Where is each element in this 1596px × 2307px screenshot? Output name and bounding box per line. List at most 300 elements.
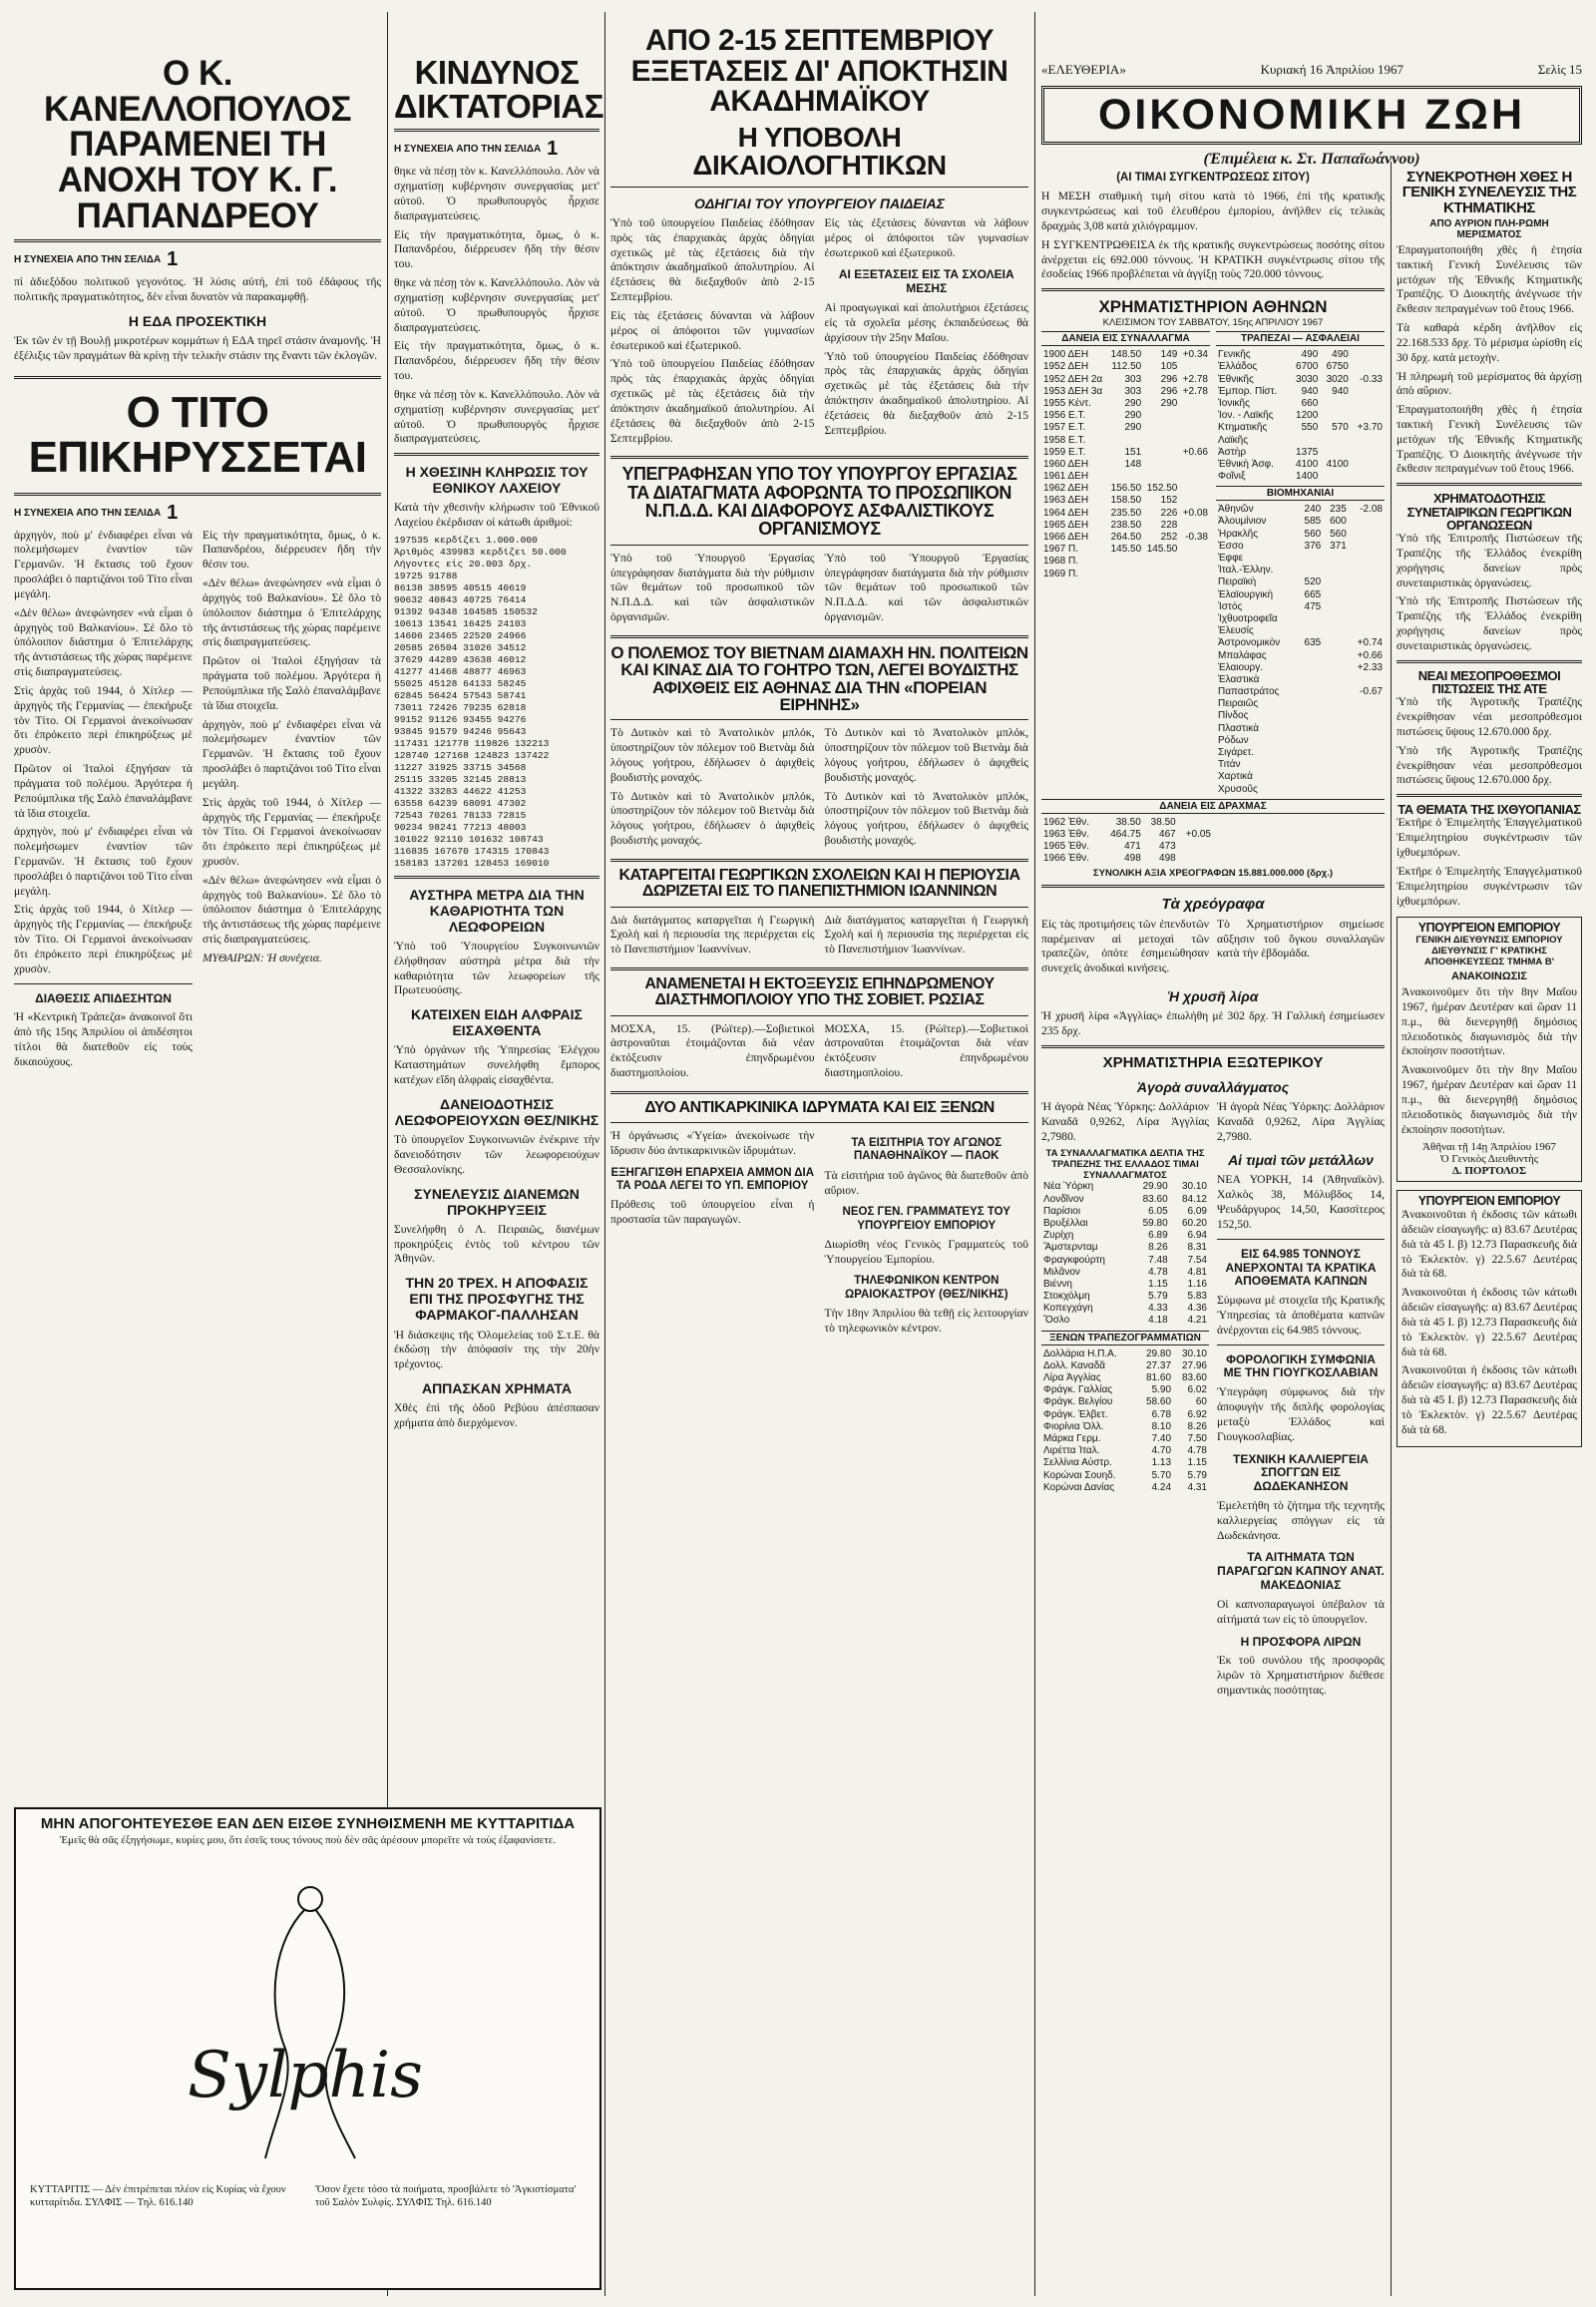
row-value bbox=[1349, 516, 1385, 528]
row-value: 498 bbox=[1124, 853, 1141, 865]
row-label: Ἐθνικὴ Ἀσφ. bbox=[1218, 458, 1274, 470]
row-value bbox=[1179, 520, 1210, 532]
row-value bbox=[1298, 735, 1324, 747]
row-value bbox=[1349, 674, 1385, 686]
table-row bbox=[1041, 508, 1210, 520]
row-value: 5.79 bbox=[1187, 1469, 1207, 1481]
row-value bbox=[1143, 422, 1179, 434]
newspaper-page bbox=[14, 12, 1582, 2296]
headline-vietnam: Ο ΠΟΛΕΜΟΣ ΤΟΥ ΒΙΕΤΝΑΜ ΔΙΑΜΑΧΗ ΗΝ. ΠΟΛΙΤΕΙΩΝ ΚΑΙ ΚΙΝΑΣ ΔΙΑ ΤΟ ΓΟΗΤΡΟ ΤΩΝ, ΛΕΓΕΙ ΒΟΥΔΙΣΤΗΣ ΑΦΙΧΘΕΙΣ ΕΙΣ ΑΘΗΝΑΣ ΔΙΑ ΤΗΝ «ΠΟΡΕΙΑΝ ΕΙΡΗΝΗΣ» bbox=[610, 642, 1028, 714]
row-value: 145.50 bbox=[1146, 544, 1178, 556]
row-label: Μπαλάφας bbox=[1218, 649, 1267, 661]
article-paragraph: Ἡ χρυσῆ λίρα «Ἀγγλίας» ἐπωλήθη μὲ 302 δρχ. Ἡ Γαλλικὴ ἐσημείωσεν 235 δρχ. bbox=[1041, 1009, 1385, 1037]
row-value: 303 bbox=[1124, 385, 1142, 397]
row-value bbox=[1179, 422, 1210, 434]
row-value bbox=[1298, 613, 1324, 625]
row-value: 473 bbox=[1159, 841, 1176, 853]
row-value bbox=[1349, 577, 1385, 588]
row-value: 290 bbox=[1160, 397, 1178, 409]
column-rule bbox=[1391, 162, 1392, 2296]
table-row bbox=[1041, 1242, 1209, 1254]
row-label: Βιέννη bbox=[1043, 1278, 1072, 1290]
article-paragraph: Ἡ πληρωμὴ τοῦ μερίσματος θὰ ἀρχίσῃ ἀπὸ αὔριον. bbox=[1396, 369, 1582, 398]
table-row bbox=[1216, 771, 1385, 783]
row-value: 38.50 bbox=[1115, 816, 1141, 828]
row-value: 290 bbox=[1124, 422, 1142, 434]
row-value bbox=[1143, 435, 1179, 447]
row-label: Ἐμπορ. Πίστ. bbox=[1218, 385, 1278, 397]
table-row bbox=[1041, 1470, 1209, 1482]
article-paragraph: Ἐπραγματοποιήθη χθὲς ἡ ἐτησία τακτικὴ Γενικὴ Συνέλευσις τῶν μετόχων τῆς Ἐθνικῆς Κτηματικῆς Τραπέζης. Ὁ Διοικητὴς ἀνέγνωσε τὴν ἔκθεσιν πεπραγμένων τοῦ ἔτους 1966. bbox=[1396, 403, 1582, 476]
article-paragraph: θηκε νὰ πέσῃ τὸν κ. Κανελλόπουλο. Λὸν νὰ σχηματίσῃ κυβέρνησιν συνεργασίας μετ' αὐτοῦ. Ὁ πρωθυπουργὸς ἦρχισε διαπραγματεύσεις. bbox=[394, 387, 599, 446]
row-value: 83.60 bbox=[1181, 1372, 1207, 1384]
row-value bbox=[1349, 601, 1385, 613]
row-value: 235.50 bbox=[1110, 507, 1142, 519]
table-row bbox=[1041, 1218, 1209, 1230]
lottery-line: 116835 167670 174315 170843 bbox=[394, 845, 550, 857]
article-paragraph: Χθὲς ἐπὶ τῆς ὁδοῦ Ρεβύου ἀπέσπασαν χρήματα ἀπὸ διερχόμενον. bbox=[394, 1401, 599, 1429]
row-value: 6700 bbox=[1296, 361, 1319, 373]
row-value: 4100 bbox=[1296, 458, 1319, 470]
row-value: 29.80 bbox=[1146, 1347, 1172, 1359]
row-value: 467 bbox=[1159, 828, 1176, 840]
row-value bbox=[1320, 398, 1351, 410]
row-label: Λαϊκῆς bbox=[1218, 434, 1249, 446]
row-value: 148 bbox=[1124, 458, 1142, 470]
row-label: Ρόδων bbox=[1218, 734, 1249, 746]
table-row bbox=[1041, 1315, 1209, 1327]
row-value bbox=[1179, 398, 1210, 410]
row-label: Σιγάρετ. bbox=[1218, 747, 1255, 758]
table-row bbox=[1041, 398, 1210, 410]
row-value: 4.70 bbox=[1151, 1445, 1172, 1457]
row-value bbox=[1143, 569, 1179, 580]
subheading: ΤΗΛΕΦΩΝΙΚΟΝ ΚΕΝΤΡΟΝ ΩΡΑΙΟΚΑΣΤΡΟΥ (ΘΕΣ/ΝΙΚΗΣ) bbox=[844, 1275, 1008, 1301]
row-value: 376 bbox=[1304, 540, 1322, 552]
row-value bbox=[1351, 361, 1385, 373]
row-value: -0.33 bbox=[1360, 373, 1383, 385]
row-value: 8.10 bbox=[1151, 1420, 1172, 1432]
row-value: 4.78 bbox=[1187, 1445, 1207, 1457]
row-value: +0.08 bbox=[1182, 507, 1208, 519]
headline-soviet-space: ΑΝΑΜΕΝΕΤΑΙ Η ΕΚΤΟΞΕΥΣΙΣ ΕΠΗΝΔΡΩΜΕΝΟΥ ΔΙΑΣΤΗΜΟΠΛΟΙΟΥ ΥΠΟ ΤΗΣ ΣΟΒΙΕΤ. ΡΩΣΙΑΣ bbox=[644, 975, 995, 1009]
row-value bbox=[1107, 435, 1143, 447]
article-paragraph: Ἐκτῆρε ὁ Ἐπιμελητὴς Ἐπαγγελματικοῦ Ἐπιμελητηρίου συγκέντρωσιν τῶν ἰχθυεμπόρων. bbox=[1396, 864, 1582, 908]
row-value bbox=[1298, 674, 1324, 686]
row-value: 158.50 bbox=[1110, 495, 1142, 507]
row-label: 1962 Ἐθν. bbox=[1043, 816, 1090, 828]
row-label: Ἰστός bbox=[1218, 600, 1243, 612]
row-value bbox=[1298, 565, 1324, 577]
article-paragraph: Ἐκ τῶν ἐν τῇ Βουλῇ μικροτέρων κομμάτων ἡ ΕΔΑ τηρεῖ στάσιν ἀναμονῆς. Ἡ ἐξέλιξις τῶν πραγμάτων θὰ κρίνῃ τὴν τελικὴν στάσιν της ἔναντι τῶν ἐκλογῶν. bbox=[14, 334, 381, 363]
row-value: +0.34 bbox=[1182, 349, 1208, 361]
row-value bbox=[1320, 410, 1351, 422]
table-row bbox=[1216, 577, 1385, 588]
article-paragraph: Πρῶτον οἱ Ἰταλοὶ ἐξηγήσαν τὰ πράγματα τοῦ πολέμου. Ἀργότερα ἡ Ρεπούμπλικα τῆς Σαλὸ ἐπαναλάμβανε τὰ ἴδια στοιχεῖα. bbox=[14, 762, 193, 820]
notice-text: Ἡ «Κεντρικὴ Τράπεζα» ἀνακοινοῖ ὅτι ἀπὸ τῆς 15ης Ἀπριλίου οἱ ἀπιδέσητοι τίτλοι θὰ διατεθοῦν εἰς τοὺς δικαιούχους. bbox=[14, 1010, 193, 1068]
row-value bbox=[1298, 662, 1324, 674]
row-value bbox=[1143, 556, 1179, 568]
table-row bbox=[1041, 1372, 1209, 1384]
article-paragraph: Στὶς ἀρχὰς τοῦ 1944, ὁ Χίτλερ — ἀρχηγὸς τῆς Γερμανίας — ἐπεκήρυξε τὸν Τίτο. Οἱ Γερμανοὶ ἀνεκοίνωσαν ὅτι ἐπρόκειτο περὶ ἐπικηρύξεως μὲ χρυσὸν. bbox=[14, 683, 193, 757]
article-paragraph: Εἰς τὴν πραγματικότητα, ὅμως, ὁ κ. Παπανδρέου, διέρρευσεν ἤδη τὴν θέσιν του. bbox=[394, 339, 599, 383]
page-number: Σελὶς 15 bbox=[1537, 62, 1582, 77]
notice-date: Ἀθῆναι τῇ 14ῃ Ἀπριλίου 1967 bbox=[1422, 1141, 1556, 1154]
row-label: Φράγκ. Βελγίου bbox=[1043, 1396, 1113, 1408]
row-value: 6.94 bbox=[1187, 1230, 1207, 1242]
subheading: Ἡ χρυσῆ λίρα bbox=[1167, 988, 1259, 1005]
row-value: -0.67 bbox=[1360, 686, 1383, 698]
lottery-line: 158183 137201 128453 169010 bbox=[394, 857, 550, 869]
row-value: 585 bbox=[1304, 516, 1322, 528]
row-value: 58.60 bbox=[1146, 1396, 1172, 1408]
subheading: ΚΑΤΕΙΧΕΝ ΕΙΔΗ ΑΛΦΡΑΙΣ ΕΙΣΑΧΘΕΝΤΑ bbox=[411, 1006, 583, 1039]
row-label: 1958 Ε.Τ. bbox=[1043, 434, 1086, 446]
row-value: 4.78 bbox=[1148, 1266, 1168, 1278]
notice-subtitle: ΓΕΝΙΚΗ ΔΙΕΥΘΥΝΣΙΣ ΕΜΠΟΡΙΟΥ ΔΙΕΥΘΥΝΣΙΣ Γ' ΚΡΑΤΙΚΗΣ ΑΠΟΘΗΚΕΥΣΕΩΣ ΤΜΗΜΑ Β' bbox=[1415, 935, 1563, 968]
row-value: 498 bbox=[1159, 853, 1176, 865]
exchange-title: ΧΡΗΜΑΤΙΣΤΗΡΙΟΝ ΑΘΗΝΩΝ bbox=[1098, 297, 1328, 317]
subheading: Τὰ χρεόγραφα bbox=[1161, 895, 1265, 913]
row-value: 475 bbox=[1304, 600, 1322, 612]
table-row bbox=[1041, 1303, 1209, 1315]
row-value bbox=[1323, 784, 1349, 796]
row-value bbox=[1351, 410, 1385, 422]
subheading: ΤΕΧΝΙΚΗ ΚΑΛΛΙΕΡΓΕΙΑ ΣΠΟΓΓΩΝ ΕΙΣ ΔΩΔΕΚΑΝΗΣΟΝ bbox=[1233, 1451, 1369, 1494]
table-row bbox=[1216, 735, 1385, 747]
row-value: 8.26 bbox=[1187, 1420, 1207, 1432]
article-paragraph: Ὑπὸ τῆς Ἀγροτικῆς Τραπέζης ἐνεκρίθησαν νέαι μεσοπρόθεσμοι πιστώσεις ὕψους 12.670.000 δρχ. bbox=[1396, 743, 1582, 787]
article-paragraph: Σύμφωνα μὲ στοιχεῖα τῆς Κρατικῆς Ὑπηρεσίας τὰ ἀποθέματα καπνῶν ἀνέρχονται εἰς 64.985 τόννους. bbox=[1217, 1294, 1385, 1337]
table-heading: ΔΑΝΕΙΑ ΕΙΣ ΔΡΑΧΜΑΣ bbox=[1041, 799, 1385, 814]
row-value: 570 bbox=[1332, 422, 1349, 434]
row-value: 6750 bbox=[1326, 361, 1349, 373]
row-value: 290 bbox=[1124, 410, 1142, 422]
row-value: 30.10 bbox=[1181, 1347, 1207, 1359]
table-row bbox=[1041, 817, 1213, 829]
article-paragraph: Τὸ Δυτικὸν καὶ τὸ Ἀνατολικὸν μπλόκ, ὑποστηρίζουν τὸν πόλεμον τοῦ Βιετνὰμ διὰ λόγους γοήτρου, ἐδήλωσεν ὁ ἀφιχθεὶς βουδιστὴς μοναχός. bbox=[824, 789, 1028, 848]
row-value: 152.50 bbox=[1146, 483, 1178, 495]
row-label: Τιτάν bbox=[1218, 759, 1241, 771]
notice-text: Ἀνακοινοῦται ἡ ἐκδοσις τῶν κάτωθι ἀδειῶν εἰσαγωγῆς: α) 83.67 Δευτέρας διὰ τὰ 45 Ι. β) 12.73 Παρασκευῆς διὰ τὸ Ἐκλεκτὸν. γ) 22.5.67 Δευτέρας διὰ τὰ 68. bbox=[1401, 1363, 1577, 1436]
row-value bbox=[1323, 565, 1349, 577]
row-value: 1400 bbox=[1296, 471, 1319, 483]
article-paragraph: ἀρχηγὸν, ποὺ μ' ἐνδιαφέρει εἶναι νὰ πολεμήσωμεν ἐναντίον τῶν Γερμανῶν. Ἡ ἔκτασις τοῦ ἔχουν προσλάβει ὁ παρτιζάνοι τοῦ Τίτο εἶναι μεγάλη. bbox=[202, 717, 381, 790]
table-row bbox=[1216, 637, 1385, 649]
table-row bbox=[1216, 422, 1385, 434]
row-value bbox=[1179, 410, 1210, 422]
row-value: 635 bbox=[1304, 637, 1322, 649]
row-value bbox=[1349, 723, 1385, 735]
row-label: 1961 ΔΕΗ bbox=[1043, 471, 1089, 483]
lottery-line: 90632 40843 40725 76414 bbox=[394, 593, 527, 605]
subheading: ΔΑΝΕΙΟΔΟΤΗΣΙΣ ΛΕΩΦΟΡΕΙΟΥΧΩΝ ΘΕΣ/ΝΙΚΗΣ bbox=[394, 1095, 599, 1128]
row-value: 156.50 bbox=[1110, 483, 1142, 495]
advert-footer: ΚΥΤΤΑΡΙΤΙΣ — Δὲν ἐπιτρέπεται πλέον εἰς Κυρίας νὰ ἔχουν κυτταρίτιδα. ΣΥΛΦΙΣ — Τηλ. 616.140 bbox=[30, 2184, 286, 2209]
table-row bbox=[1041, 544, 1210, 556]
notice-title: ΥΠΟΥΡΓΕΙΟΝ ΕΜΠΟΡΙΟΥ bbox=[1417, 921, 1561, 936]
lottery-line: 63558 64239 68091 47302 bbox=[394, 797, 527, 809]
row-value bbox=[1323, 686, 1349, 698]
row-value: 464.75 bbox=[1110, 828, 1141, 840]
table-row bbox=[1041, 1445, 1209, 1457]
article-paragraph: Εἰς τὴν πραγματικότητα, ὅμως, ὁ κ. Παπανδρέου, διέρρευσεν ἤδη τὴν θέσιν του. bbox=[394, 227, 599, 271]
row-value bbox=[1323, 771, 1349, 783]
table-row bbox=[1041, 569, 1210, 580]
row-value bbox=[1143, 410, 1179, 422]
row-label: Γενικῆς bbox=[1218, 349, 1251, 361]
row-value: 30.10 bbox=[1181, 1181, 1207, 1193]
row-value bbox=[1351, 459, 1385, 471]
row-value bbox=[1298, 625, 1324, 637]
table-row bbox=[1216, 747, 1385, 759]
row-label: Ζυρίχη bbox=[1043, 1230, 1074, 1242]
row-value bbox=[1179, 556, 1210, 568]
row-value bbox=[1143, 447, 1179, 459]
row-value: 1.15 bbox=[1187, 1457, 1207, 1469]
row-label: 1963 ΔΕΗ bbox=[1043, 495, 1089, 507]
lottery-line: 90234 98241 77213 48003 bbox=[394, 821, 527, 833]
row-label: 1953 ΔΕΗ 3α bbox=[1043, 385, 1103, 397]
ministry-notice-box bbox=[1396, 917, 1582, 1182]
row-value bbox=[1290, 435, 1321, 447]
table-row bbox=[1041, 422, 1210, 434]
row-label: Κορώναι Δανίας bbox=[1043, 1481, 1115, 1493]
table-row bbox=[1216, 601, 1385, 613]
row-value bbox=[1349, 735, 1385, 747]
row-value bbox=[1349, 541, 1385, 553]
article-paragraph: Ἐπραγματοποιήθη χθὲς ἡ ἐτησία τακτικὴ Γενικὴ Συνέλευσις τῶν μετόχων τῆς Ἐθνικῆς Κτηματικῆς Τραπέζης. Ὁ Διοικητὴς ἀνέγνωσε τὴν ἔκθεσιν πεπραγμένων τοῦ ἔτους 1966. bbox=[1396, 242, 1582, 316]
row-label: Λίρα Ἀγγλίας bbox=[1043, 1372, 1101, 1384]
article-paragraph: ἀρχηγὸν, ποὺ μ' ἐνδιαφέρει εἶναι νὰ πολεμήσωμεν ἐναντίον τῶν Γερμανῶν. Ἡ ἔκτασις τοῦ ἔχουν προσλάβει ὁ παρτιζάνοι τοῦ Τίτο εἶναι μεγάλη. bbox=[14, 528, 193, 600]
row-value: 490 bbox=[1301, 349, 1319, 361]
row-value: 5.70 bbox=[1151, 1469, 1172, 1481]
row-value: 240 bbox=[1304, 504, 1322, 516]
row-value: 600 bbox=[1330, 516, 1347, 528]
article-paragraph: Εἰς τὰς προτιμήσεις τῶν ἐπενδυτῶν παρέμειναν αἱ μετοχαὶ τῶν τραπεζῶν, ὁπότε ἐσημειώθησαν συνεχεῖς ἀνοδικαὶ κινήσεις. bbox=[1041, 917, 1209, 975]
row-value bbox=[1298, 723, 1324, 735]
row-value: 7.40 bbox=[1151, 1432, 1172, 1444]
table-row bbox=[1216, 650, 1385, 662]
article-paragraph: Κατὰ τὴν χθεσινὴν κλήρωσιν τοῦ Ἐθνικοῦ Λαχείου ἐκέρδισαν οἱ κάτωθι ἀριθμοί: bbox=[394, 501, 599, 530]
row-value: 6.92 bbox=[1187, 1408, 1207, 1420]
row-value: 1200 bbox=[1296, 410, 1319, 422]
article-paragraph: Η ΣΥΓΚΕΝΤΡΩΘΕΙΣΑ ἐκ τῆς κρατικῆς συγκεντρώσεως ποσότης σίτου ἀνέρχεται εἰς 692.000 τόννους. Ἡ ΚΡΑΤΙΚΗ συγκέντρωσις σίτου τῆς ἐσοδείας 1966 προβλέπεται νὰ ἀγγίξῃ τοὺς 720.000 τόννους. bbox=[1041, 237, 1385, 281]
continuation-marker: Η ΣΥΝΕΧΕΙΑ ΑΠΟ ΤΗΝ ΣΕΛΙΔΑ 1 bbox=[394, 138, 559, 161]
article-paragraph: Τὸ Δυτικὸν καὶ τὸ Ἀνατολικὸν μπλόκ, ὑποστηρίζουν τὸν πόλεμον τοῦ Βιετνὰμ διὰ λόγους γοήτρου, ἐδήλωσεν ὁ ἀφιχθεὶς βουδιστὴς μοναχός. bbox=[610, 789, 815, 848]
row-value bbox=[1298, 747, 1324, 759]
row-value: 1375 bbox=[1296, 446, 1319, 458]
row-value bbox=[1143, 471, 1179, 483]
table-heading: ΤΡΑΠΕΖΑΙ — ΑΣΦΑΛΕΙΑΙ bbox=[1216, 331, 1385, 346]
row-value bbox=[1323, 735, 1349, 747]
row-value: +0.66 bbox=[1357, 649, 1383, 661]
lottery-line: 99152 91126 93455 94276 bbox=[394, 713, 527, 725]
table-row bbox=[1041, 361, 1210, 373]
row-label: Χρυσοῦς bbox=[1218, 783, 1258, 795]
row-value: 6.05 bbox=[1148, 1205, 1168, 1217]
table-row bbox=[1216, 553, 1385, 565]
row-value: 264.50 bbox=[1110, 532, 1142, 543]
table-row bbox=[1041, 1291, 1209, 1303]
lottery-line: 41322 33283 44622 41253 bbox=[394, 785, 527, 797]
exchange-subtitle: ΚΛΕΙΣΙΜΟΝ ΤΟΥ ΣΑΒΒΑΤΟΥ, 15ης ΑΠΡΙΛΙΟΥ 1967 bbox=[1102, 317, 1324, 329]
article-paragraph: Στὶς ἀρχὰς τοῦ 1944, ὁ Χίτλερ — ἀρχηγὸς τῆς Γερμανίας — ἐπεκήρυξε τὸν Τίτο. Οἱ Γερμανοὶ ἀνεκοίνωσαν ὅτι ἐπρόκειτο περὶ ἐπικηρύξεως μὲ χρυσὸν. bbox=[202, 795, 381, 868]
paper-name: «ΕΛΕΥΘΕΡΙΑ» bbox=[1041, 62, 1126, 77]
table-row bbox=[1041, 435, 1210, 447]
row-value: 296 bbox=[1160, 385, 1178, 397]
table-row bbox=[1041, 1267, 1209, 1279]
row-label: 1962 ΔΕΗ bbox=[1043, 483, 1089, 495]
table-row bbox=[1216, 459, 1385, 471]
row-value bbox=[1107, 569, 1143, 580]
row-value: 29.90 bbox=[1142, 1181, 1168, 1193]
subheading: ΑΠΠΑΣΚΑΝ ΧΡΗΜΑΤΑ bbox=[421, 1380, 573, 1396]
table-row bbox=[1216, 613, 1385, 625]
lottery-numbers bbox=[394, 535, 599, 870]
lottery-line: 14606 23465 22520 24966 bbox=[394, 629, 527, 641]
subheading: Ἀγορὰ συναλλάγματος bbox=[1136, 1078, 1290, 1095]
table-row bbox=[1041, 1255, 1209, 1267]
table-heading: ΞΕΝΩΝ ΤΡΑΠΕΖΟΓΡΑΜΜΑΤΙΩΝ bbox=[1041, 1331, 1209, 1346]
table-row bbox=[1041, 495, 1210, 507]
subheading: Η ΠΡΟΣΦΟΡΑ ΛΙΡΩΝ bbox=[1240, 1634, 1362, 1649]
article-paragraph: πὶ ἀδιεξόδου πολιτικοῦ γεγονότος. Ἡ λύσις αὐτή, ἐπὶ τοῦ ἐδάφους τῆς πολιτικῆς πραγματικότητος, δὲν εἶναι δυνατὸν νὰ παρακαμφθῇ. bbox=[14, 275, 381, 304]
article-paragraph: Διὰ διατάγματος καταργεῖται ἡ Γεωργικὴ Σχολὴ καὶ ἡ περιουσία της περιέρχεται εἰς τὸ Πανεπιστήμιον Ἰωαννίνων. bbox=[824, 913, 1028, 957]
article-paragraph: Ὑπὸ τοῦ ὑπουργείου Παιδείας ἐδόθησαν πρὸς τὰς ἐπαρχιακὰς ἀρχὰς ὁδηγίαι σχετικῶς μὲ τὰς ἐξετάσεις διὰ τὴν ἀπόκτησιν ἀκαδημαϊκοῦ ἀπολυτηρίου. Αἱ ἐξετάσεις θὰ διεξαχθοῦν ἀπὸ 2-15 Σεπτεμβρίου. bbox=[610, 215, 815, 304]
row-value: 1.15 bbox=[1148, 1278, 1168, 1290]
row-label: Ἰχθυοτροφεῖα bbox=[1218, 612, 1278, 624]
row-label: Παπαστράτος bbox=[1218, 686, 1280, 698]
article-paragraph: Τὸ Χρηματιστήριον σημείωσε αὔξησιν τοῦ ὄγκου συναλλαγῶν κατὰ τὴν ἑβδομάδα. bbox=[1217, 917, 1385, 961]
row-label: Φραγκφούρτη bbox=[1043, 1254, 1105, 1266]
table-row bbox=[1041, 1206, 1209, 1218]
row-value bbox=[1351, 447, 1385, 459]
lottery-line: 197535 κερδίζει 1.000.000 bbox=[394, 535, 538, 547]
row-value bbox=[1178, 853, 1213, 865]
lottery-line: 25115 33205 32145 28813 bbox=[394, 773, 527, 785]
drachma-loans-table bbox=[1041, 817, 1213, 866]
article-paragraph: ΝΕΑ ΥΟΡΚΗ, 14 (Ἀθηναϊκὸν). Χαλκὸς 38, Μόλυβδος 14, Ψευδάργυρος 14,50, Κασσίτερος 152,50. bbox=[1217, 1173, 1385, 1231]
row-value bbox=[1323, 710, 1349, 722]
subheading: ΤΗΝ 20 ΤΡΕΧ. Η ΑΠΟΦΑΣΙΣ ΕΠΙ ΤΗΣ ΠΡΟΣΦΥΓΗΣ ΤΗΣ ΦΑΡΜΑΚΟΓ-ΠΑΛΛΗΣΑΝ bbox=[405, 1275, 589, 1324]
row-label: 1955 Κέντ. bbox=[1043, 397, 1091, 409]
row-value: 4.36 bbox=[1187, 1303, 1207, 1315]
row-value: +0.05 bbox=[1185, 828, 1211, 840]
row-value bbox=[1323, 759, 1349, 771]
article-paragraph: Ἐκτῆρε ὁ Ἐπιμελητὴς Ἐπαγγελματικοῦ Ἐπιμελητηρίου συγκέντρωσιν τῶν ἰχθυεμπόρων. bbox=[1396, 816, 1582, 860]
sylphis-figure-illustration bbox=[156, 1879, 455, 2168]
row-label: Ἐλαιουργ. bbox=[1218, 661, 1263, 673]
row-value: 60 bbox=[1195, 1396, 1207, 1408]
row-label: 1952 ΔΕΗ bbox=[1043, 361, 1089, 373]
row-label: Ἀστρονομικὸν bbox=[1218, 637, 1281, 649]
lottery-line: 91392 94348 104585 150532 bbox=[394, 605, 538, 617]
notice-text: Ἀνακοινοῦμεν ὅτι τὴν 8ην Μαΐου 1967, ἡμέραν Δευτέραν καὶ ὥραν 11 π.μ., θὰ διενεργηθῇ δημόσιος πλειοδοτικὸς διαγωνισμὸς διὰ τὴν ἐκποίησιν ποσοτήτων. bbox=[1401, 985, 1577, 1058]
table-row bbox=[1041, 1194, 1209, 1206]
table-row bbox=[1041, 829, 1213, 841]
row-label: Χαρτικὰ bbox=[1218, 771, 1253, 783]
row-label: Δολλάρια Η.Π.Α. bbox=[1043, 1347, 1117, 1359]
article-paragraph: Ὑπεγράφη σύμφωνος διὰ τὴν ἀποφυγὴν τῆς διπλῆς φορολογίας μεταξὺ Ἑλλάδος καὶ Γιουγκοσλαβίας. bbox=[1217, 1385, 1385, 1443]
subheading: ΑΠΟ ΑΥΡΙΟΝ ΠΛΗ-ΡΩΜΗ ΜΕΡΙΣΜΑΤΟΣ bbox=[1429, 217, 1549, 240]
lottery-line: 20585 26504 31026 34512 bbox=[394, 641, 527, 653]
article-paragraph: Ὑπὸ τοῦ ὑπουργείου Παιδείας ἐδόθησαν πρὸς τὰς ἐπαρχιακὰς ἀρχὰς ὁδηγίαι σχετικῶς μὲ τὰς ἐξετάσεις διὰ τὴν ἀπόκτησιν ἀκαδημαϊκοῦ ἀπολυτηρίου. Αἱ ἐξετάσεις θὰ διεξαχθοῦν ἀπὸ 2-15 Σεπτεμβρίου. bbox=[610, 357, 815, 445]
row-value: 7.48 bbox=[1148, 1254, 1168, 1266]
row-label: 1969 Π. bbox=[1043, 568, 1079, 579]
row-label: Φράγκ. Γαλλίας bbox=[1043, 1384, 1113, 1396]
table-row bbox=[1216, 447, 1385, 459]
row-label: 1960 ΔΕΗ bbox=[1043, 458, 1089, 470]
row-value bbox=[1323, 601, 1349, 613]
row-value bbox=[1179, 544, 1210, 556]
article-paragraph: Ὑπὸ ὀργάνων τῆς Ὑπηρεσίας Ἐλέγχου Καταστημάτων συνελήφθη ἔμπορος κατέχων εἴδη ἀλφραὶς εἰσαχθέντα. bbox=[394, 1043, 599, 1087]
issue-date: Κυριακή 16 Ἀπριλίου 1967 bbox=[1260, 62, 1403, 77]
row-value bbox=[1323, 577, 1349, 588]
lottery-line: 93845 91579 94246 95643 bbox=[394, 725, 527, 737]
table-row bbox=[1041, 1279, 1209, 1291]
row-value: 151 bbox=[1124, 446, 1142, 458]
row-label: Σελλίνια Αὐστρ. bbox=[1043, 1457, 1112, 1469]
banks-table bbox=[1216, 349, 1385, 483]
row-value bbox=[1349, 747, 1385, 759]
subheading: ΝΕΟΣ ΓΕΝ. ΓΡΑΜΜΑΤΕΥΣ ΤΟΥ ΥΠΟΥΡΓΕΙΟΥ ΕΜΠΟΡΙΟΥ bbox=[842, 1206, 1010, 1232]
row-value: 5.79 bbox=[1148, 1291, 1168, 1303]
loans-table bbox=[1041, 349, 1210, 580]
row-label: 1965 Ἐθν. bbox=[1043, 841, 1090, 853]
headline-tito: Ο ΤΙΤΟ ΕΠΙΚΗΡΥΣΣΕΤΑΙ bbox=[28, 387, 367, 482]
row-value bbox=[1323, 698, 1349, 710]
row-label: Ἀστὴρ bbox=[1218, 446, 1247, 458]
article-paragraph: Συνελήφθη ὁ Λ. Πειραιῶς, διανέμων προκηρύξεις ἐντὸς τοῦ κέντρου τῶν Ἀθηνῶν. bbox=[394, 1222, 599, 1266]
row-value: 5.90 bbox=[1151, 1384, 1172, 1396]
row-value bbox=[1349, 529, 1385, 541]
row-value: 371 bbox=[1330, 540, 1347, 552]
table-row bbox=[1216, 710, 1385, 722]
row-value: +3.70 bbox=[1357, 422, 1383, 434]
article-paragraph: Ἡ διάσκεψις τῆς Ὁλομελείας τοῦ Σ.τ.Ε. θὰ ἐκδώσῃ τὴν ἀπόφασίν της τὴν 20ὴν τρέχοντος. bbox=[394, 1328, 599, 1371]
row-value: +2.33 bbox=[1357, 661, 1383, 673]
row-value bbox=[1349, 710, 1385, 722]
row-label: 1965 ΔΕΗ bbox=[1043, 519, 1089, 531]
row-value: 560 bbox=[1330, 528, 1347, 540]
row-label: Ἐσσο bbox=[1218, 540, 1244, 552]
column-banking bbox=[1396, 170, 1582, 1447]
table-row bbox=[1041, 471, 1210, 483]
table-row bbox=[1216, 504, 1385, 516]
subheading: (ΑΙ ΤΙΜΑΙ ΣΥΓΚΕΝΤΡΩΣΕΩΣ ΣΙΤΟΥ) bbox=[1116, 172, 1310, 184]
row-label: Ἄμστερνταμ bbox=[1043, 1242, 1098, 1254]
table-heading: ΒΙΟΜΗΧΑΝΙΑΙ bbox=[1216, 486, 1385, 501]
row-value bbox=[1323, 613, 1349, 625]
row-label: Πλαστικὰ bbox=[1218, 722, 1259, 734]
table-row bbox=[1216, 471, 1385, 483]
row-value: 6.02 bbox=[1187, 1384, 1207, 1396]
row-label: 1957 Ε.Τ. bbox=[1043, 422, 1086, 434]
column-markets bbox=[1041, 170, 1385, 1703]
headline-cancer: ΔΥΟ ΑΝΤΙΚΑΡΚΙΝΙΚΑ ΙΔΡΥΜΑΤΑ ΚΑΙ ΕΙΣ ΞΕΝΩΝ bbox=[644, 1098, 995, 1116]
lottery-line: 72543 70261 78133 72815 bbox=[394, 809, 527, 821]
sylphis-advert[interactable] bbox=[14, 1807, 601, 2290]
column-politics bbox=[14, 12, 381, 1074]
article-paragraph: Τὰ εἰσιτήρια τοῦ ἀγῶνος θὰ διατεθοῦν ἀπὸ αὔριον. bbox=[824, 1168, 1028, 1197]
row-value: 59.80 bbox=[1142, 1217, 1168, 1229]
article-paragraph: Ὑπὸ τῆς Ἀγροτικῆς Τραπέζης ἐνεκρίθησαν νέαι μεσοπρόθεσμοι πιστώσεις ὕψους 12.670.000 δρχ. bbox=[1396, 695, 1582, 738]
table-row bbox=[1041, 853, 1213, 865]
notice-title: ΥΠΟΥΡΓΕΙΟΝ ΕΜΠΟΡΙΟΥ bbox=[1417, 1194, 1561, 1209]
row-value: 81.60 bbox=[1146, 1372, 1172, 1384]
row-value bbox=[1178, 817, 1213, 829]
